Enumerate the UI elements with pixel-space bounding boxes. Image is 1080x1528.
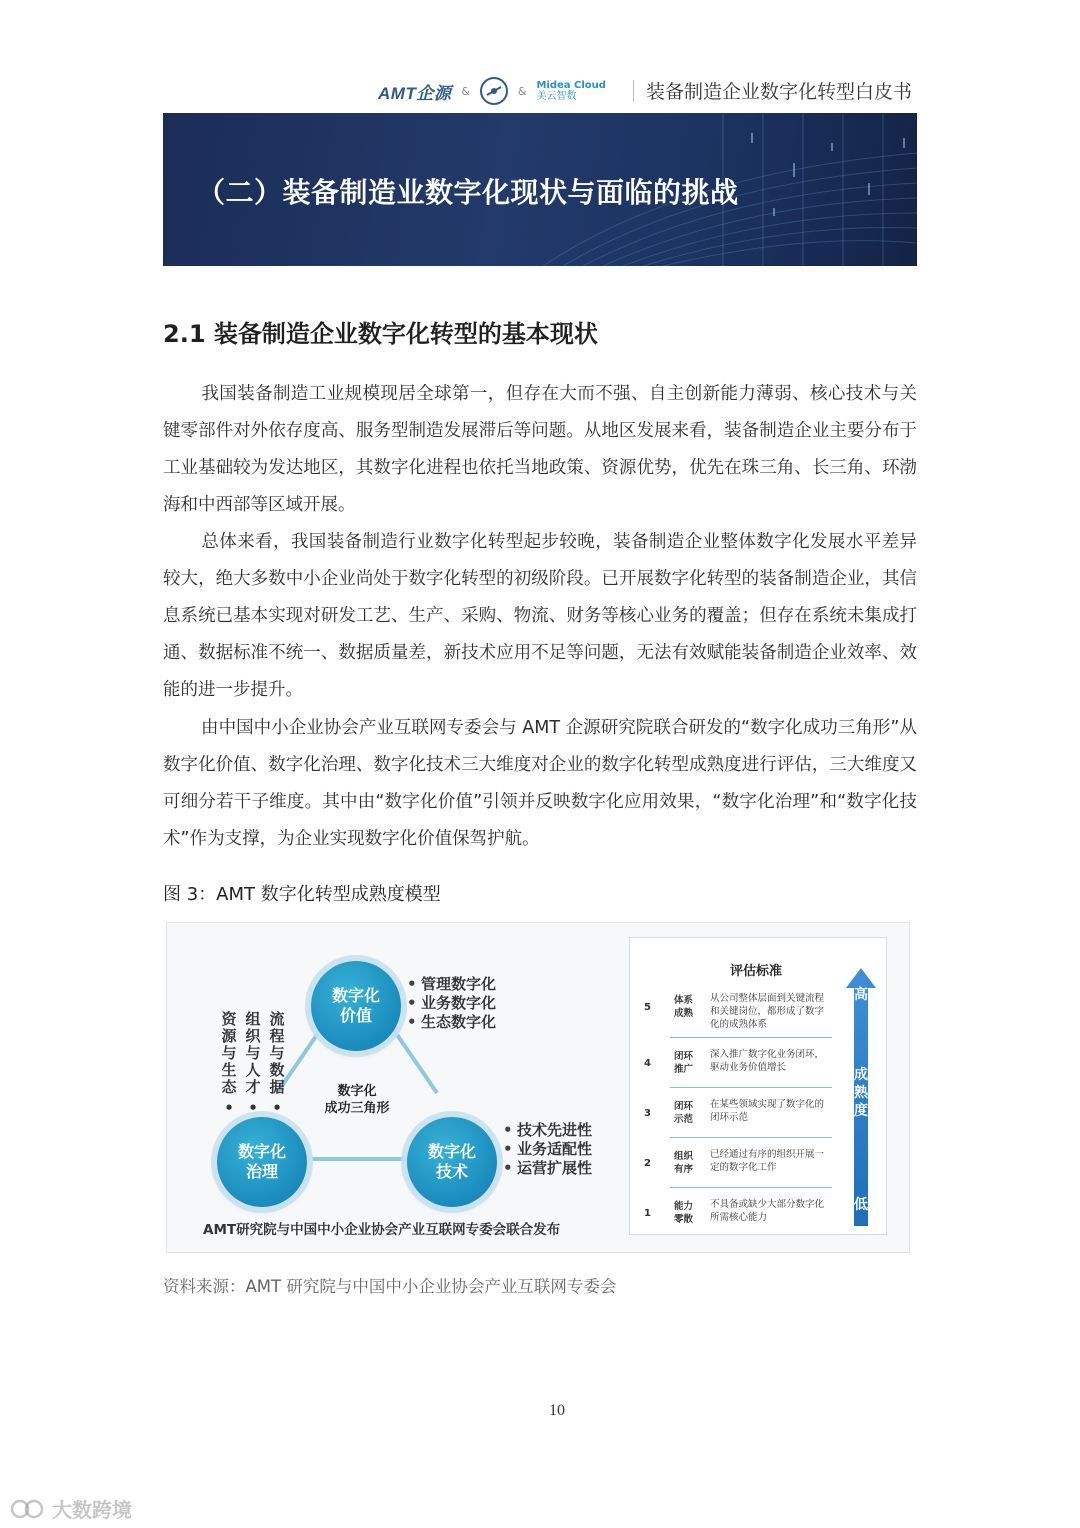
figure-caption: 图 3：AMT 数字化转型成熟度模型 <box>163 884 441 905</box>
level-row-5: 5 体系成熟 从公司整体层面到关键流程和关键岗位，都形成了数字化的成熟体系 <box>644 993 825 1030</box>
list-item: • 管理数字化 <box>407 975 496 994</box>
source-note: 资料来源：AMT 研究院与中国中小企业协会产业互联网专委会 <box>163 1277 617 1296</box>
association-seal-icon <box>480 77 508 105</box>
list-item: • 业务数字化 <box>407 994 496 1013</box>
evaluation-title: 评估标准 <box>730 964 783 979</box>
maturity-arrow: 高 成熟度 低 <box>846 968 876 1230</box>
digital-value-circle: 数字化 价值 <box>311 961 401 1051</box>
level-row-1: 1 能力零散 不具备或缺少大部分数字化所需核心能力 <box>644 1199 825 1225</box>
governance-item: 流程与数据 • <box>269 1010 285 1117</box>
figure-publisher-note: AMT研究院与中国中小企业协会产业互联网专委会联合发布 <box>203 1222 561 1238</box>
section-heading: 2.1 装备制造企业数字化转型的基本现状 <box>163 320 598 348</box>
digital-governance-circle: 数字化 治理 <box>217 1117 307 1207</box>
list-item: • 运营扩展性 <box>503 1159 592 1178</box>
maturity-model-figure <box>166 922 910 1253</box>
header-divider <box>633 80 634 102</box>
governance-item: 资源与生态 • <box>221 1010 237 1117</box>
level-row-3: 3 闭环示范 在某些领域实现了数字化的闭环示范 <box>644 1099 825 1125</box>
level-row-4: 4 闭环推广 深入推广数字化业务闭环，驱动业务价值增长 <box>644 1049 825 1075</box>
level-row-2: 2 组织有序 已经通过有序的组织开展一定的数字化工作 <box>644 1149 825 1175</box>
document-title: 装备制造企业数字化转型白皮书 <box>646 81 913 103</box>
paragraph-3: 由中国中小企业协会产业互联网专委会与 AMT 企源研究院联合研发的“数字化成功三角形”从数字化价值、数字化治理、数字化技术三大维度对企业的数字化转型成熟度进行评估，三大维度又可细分若干子维度。其中由“数字化价值”引领并反映数字化应用效果，“数字化治理”和“数字化技术”作为支撑，为企业实现数字化价值保驾护航。 <box>163 718 917 849</box>
midea-cloud-logo: Midea Cloud 美云智数 <box>536 80 606 102</box>
list-item: • 业务适配性 <box>503 1140 592 1159</box>
page-number: 10 <box>549 1402 565 1419</box>
watermark: 大数跨境 <box>10 1494 132 1523</box>
success-triangle-label: 数字化 成功三角形 <box>324 1084 390 1116</box>
chapter-title: （二）装备制造业数字化现状与面临的挑战 <box>197 176 739 209</box>
ampersand: & <box>517 84 527 98</box>
technology-items <box>503 1121 592 1178</box>
digital-technology-circle: 数字化 技术 <box>407 1117 497 1207</box>
evaluation-panel <box>629 937 887 1235</box>
ampersand: & <box>461 84 470 98</box>
row-divider <box>670 1037 832 1038</box>
chapter-banner <box>163 113 917 266</box>
paragraph-2: 总体来看，我国装备制造行业数字化转型起步较晚，装备制造企业整体数字化发展水平差异较大，绝大多数中小企业尚处于数字化转型的初级阶段。已开展数字化转型的装备制造企业，其信息系统已基本实现对研发工艺、生产、采购、物流、财务等核心业务的覆盖；但存在系统未集成打通、数据标准不统一、数据质量差，新技术应用不足等问题，无法有效赋能装备制造企业效率、效能的进一步提升。 <box>163 532 917 700</box>
row-divider <box>670 1137 832 1138</box>
paragraph-1: 我国装备制造工业规模现居全球第一，但存在大而不强、自主创新能力薄弱、核心技术与关键零部件对外依存度高、服务型制造发展滞后等问题。从地区发展来看，装备制造企业主要分布于工业基础较为发达地区，其数字化进程也依托当地政策、资源优势，优先在珠三角、长三角、环渤海和中西部等区域开展。 <box>163 384 917 515</box>
amt-logo: AMT企源 <box>378 83 452 103</box>
list-item: • 技术先进性 <box>503 1121 592 1140</box>
row-divider <box>670 1187 832 1188</box>
list-item: • 生态数字化 <box>407 1013 496 1032</box>
row-divider <box>670 1087 832 1088</box>
governance-item: 组织与人才 • <box>245 1010 261 1117</box>
value-items <box>407 975 496 1032</box>
header-logos <box>378 74 606 108</box>
watermark-logo-icon <box>10 1497 48 1521</box>
